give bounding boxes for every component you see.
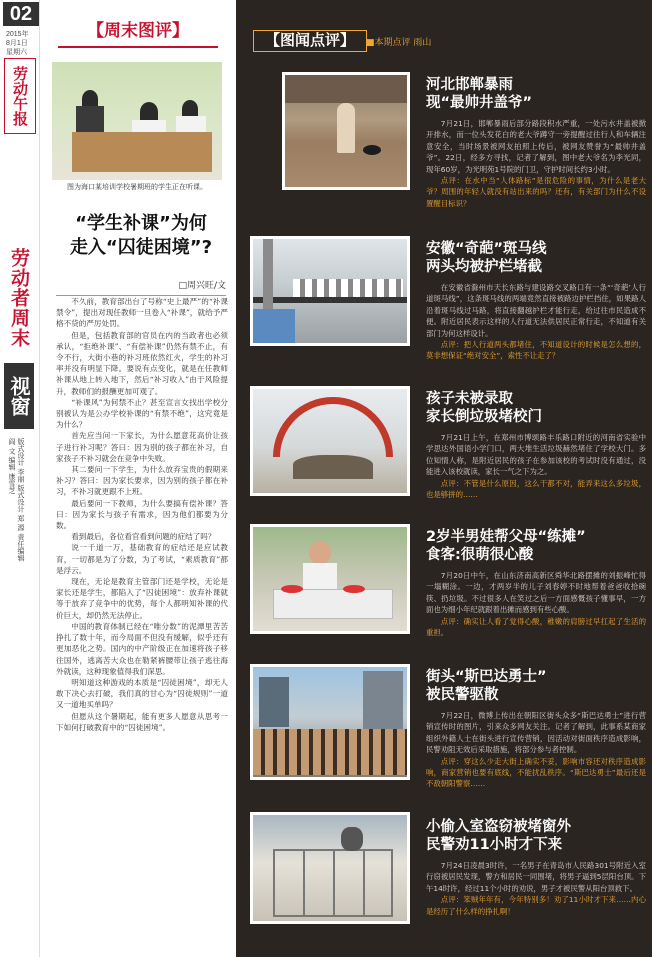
news-headline — [426, 528, 646, 564]
news-text — [426, 240, 646, 362]
news-description: 7月20日中午，在山东济南高新区舜华北路摆摊的刘振峰忙得一塌糊涂。一边，才两岁半的儿子刘春婷不时地帮着爸爸收拾碗筷、扔垃圾。不过很多人在笑过之后一方面感慨孩子懂事早，一方面也为细小年纪就跟着出摊而感到有些心酸。 — [426, 571, 646, 615]
paragraph: 最后要问一下教师，为什么要搞有偿补课？答曰：因为家长与孩子有需求，因为他们都要为分数。 — [56, 498, 228, 531]
headline-line: 现“最帅井盖爷” — [426, 95, 533, 111]
news-description: 7月22日，微博上传出在朝阳区街头众多“斯巴达勇士”进行营销宣传时的图片，引来众多网友关注。记者了解到，此事系某商家组织外籍人士在街头进行宣传营销，因活动对街面秩序造成影响，民警劝阻无效后采取措施，将部分参与者控制。 — [426, 711, 646, 755]
article-title — [56, 212, 226, 260]
news-text — [426, 818, 646, 917]
section-heading-weekend-commentary: 【周末图评】 — [58, 18, 218, 48]
paragraph: 看到最后，各位看官看到问题的症结了吗？ — [71, 532, 216, 542]
garbage-pile — [293, 455, 373, 479]
paragraph: 首先应当问一下家长，为什么愿意花高价让孩子进行补习呢？答曰：因为别的孩子都在补习，自家孩子不补习就会在竞争中失败。 — [56, 431, 228, 463]
photo-caption: 图为海口某培训学校暑期班的学生正在听课。 — [67, 183, 207, 191]
news-comment: 点评：不管是什么原因，这么干都不对，能弄来这么多垃圾，也是够拼的…… — [426, 478, 646, 500]
thief-figure — [341, 827, 363, 851]
child-head — [309, 541, 331, 565]
supplement-title: 劳动者周末 — [8, 248, 30, 348]
title-line: “学生补课”为何 — [75, 213, 207, 234]
flooded-street-image — [285, 75, 407, 187]
headline-line: 2岁半男娃帮父母“练摊” — [426, 529, 586, 545]
building — [363, 671, 403, 731]
stall-table — [273, 589, 393, 619]
thief-on-window-image — [253, 815, 407, 921]
headline-line: 家长倒垃圾堵校门 — [426, 409, 542, 425]
gate-arch — [273, 397, 393, 457]
news-photo — [250, 524, 410, 634]
section-heading-photo-news: 【图闻点评】 — [253, 30, 367, 52]
zebra-stripes — [293, 279, 403, 299]
news-headline — [426, 818, 646, 854]
desk — [72, 132, 212, 172]
headline-line: 安徽“奇葩”斑马线 — [426, 241, 547, 257]
news-description: 7月21日上午，在郑州市博颂路丰乐路口附近的河南省实验中学思达外国语小学门口，两大堆生活垃圾赫然堵住了学校大门。多位知情人称，是附近居民的孩子在参加该校的考试时没有通过，没能进入该校就读，家长一气之下为之。 — [426, 433, 646, 477]
manhole — [363, 145, 381, 155]
news-photo — [282, 72, 410, 190]
news-headline — [426, 240, 646, 276]
building — [259, 677, 289, 727]
issue-date — [6, 30, 29, 57]
news-comment: 点评：把人行道两头都堵住，不知道设计的时候是怎么想的，莫非想保证“绝对安全”，索性不让走了？ — [426, 340, 646, 361]
paragraph: 不久前，教育部出台了号称“史上最严”的“补课禁令”，提出对现任教师一旦卷入“补课”，就给予严格不贷的严厉处罚。 — [56, 297, 228, 329]
paragraph: 其二要问一下学生，为什么放弃宝贵的假期来补习？答曰：因为家长要求，因为别的孩子都在补习，不补习就更跟不上班。 — [56, 465, 228, 497]
paragraph: 中国的教育体制已经在“唯分数”的泥潭里苦苦挣扎了数十年，而今局面不但没有缓解，似乎还有更加恶化之势。国内的中产阶级正在加速将孩子移往国外，逃离苦大众也在勒紧裤腰带让孩子逃往海外就读，这种现象值得我们深思。 — [56, 621, 228, 676]
news-text — [426, 390, 646, 500]
zebra-crossing-image — [253, 239, 407, 343]
headline-line: 民警劝11小时才下来 — [426, 837, 563, 853]
date-weekday: 星期六 — [6, 49, 27, 56]
news-photo-commentary-panel — [236, 0, 652, 957]
classroom-photo — [52, 62, 222, 180]
guard-rail — [253, 297, 407, 303]
paragraph: 但是，包括教育部的官员在内的当政者也必须承认，“拒绝补课”、“有偿补课”仍然有禁不止，有令不行，大街小巷的补习班依然红火，学生的补习率并没有明显下降。要说有点变化，就是在任教师补课从地上转入地下，然后“补习收入”由于风险提升，教师们的报酬更加可观了。 — [56, 330, 228, 396]
headline-line: 孩子未被录取 — [426, 391, 513, 407]
news-description: 7月21日，邯郸暴雨后部分路段积水严重，一处污水井盖被掀开排水，而一位头发花白的老大爷蹲守一旁提醒过往行人和车辆注意安全，当时场景被网友拍照上传后，被网友赞誉为“最帅井盖爷”。22日，经多方寻找，记者了解到，图中老大爷名为李光同，现年60岁，为光明苑1号院的门卫，守护时间长约3小时。 — [426, 119, 646, 174]
headline-line: 河北邯郸暴雨 — [426, 77, 513, 93]
window-frame — [273, 849, 393, 917]
paragraph: 明知道这种游戏的本质是“囚徒困境”，却无人敢下决心去打破，我们真的甘心为“囚徒规则”一道又一道地买单吗？ — [56, 677, 228, 710]
news-headline — [426, 390, 646, 426]
news-comment: 点评：确实让人看了觉得心酸，稚嫩的肩膀过早扛起了生活的重担。 — [426, 616, 646, 638]
news-text — [426, 528, 646, 638]
red-bowl — [343, 585, 365, 593]
news-comment: 点评：在水中当“人体路标”是很危险的事情，为什么是老大爷？周围的年轻人就没有站出来的吗？还有，有关部门为什么不设置醒目标识？ — [426, 176, 646, 208]
paragraph: 但愿从这个暑期起，能有更多人愿意从思考一下如何打破教育中的“囚徒困境”。 — [56, 711, 228, 732]
margin-strip — [0, 0, 40, 957]
news-headline — [426, 668, 646, 704]
paragraph: 现在，无论是教育主管部门还是学校，无论是家长还是学生，都陷入了“囚徒困境”：放弃补课就等于放弃了竞争中的优势，每个人都明知补课的代价巨大，却仍然无法停止。 — [56, 577, 228, 620]
byline: □周兴旺/文 — [56, 278, 226, 296]
commentator: ■本期点评 雨山 — [366, 38, 432, 48]
section-name: 视窗 — [4, 363, 34, 429]
paragraph: “补课风”为何禁不止？甚至宣言女找出学校分别被认为是公办学校补课的“有禁不绝”，这究竟是为什么？ — [56, 397, 228, 430]
news-photo — [250, 812, 410, 924]
student-head — [140, 102, 158, 122]
headline-line: 食客:很萌很心酸 — [426, 547, 534, 563]
news-photo — [250, 386, 410, 496]
news-description: 7月24日凌晨3时许，一名男子在青岛市人民路301号附近入室行窃被居民发现，警方和居民一同围堵，将男子逼到5层阳台顶。下午14时许，经过11个小时的劝说，男子才被民警从阳台顶救下。 — [426, 861, 646, 893]
student-body — [76, 106, 104, 134]
date-day: 8月1日 — [6, 40, 28, 47]
editorial-credits: 版式设计 李丽 版式设计 郑 源 责任编辑 阎 文 编辑 康雪芝 — [8, 438, 25, 562]
paragraph: 说一千道一万，基础教育的症结还是应试教育，一切都是为了分数，为了考试，“素质教育”都是浮云。 — [56, 543, 228, 575]
headline-line: 小偷入室盗窃被堵窗外 — [426, 819, 571, 835]
news-photo — [250, 664, 410, 780]
left-article — [46, 0, 229, 957]
school-gate-image — [253, 389, 407, 493]
article-body — [56, 296, 228, 948]
news-headline — [426, 76, 646, 112]
news-comment: 点评：穿这么少走大街上确实不妥，影响市容还对秩序造成影响，商家营销也要有底线，不能扰乱秩序。“斯巴达勇士”最后还是不敌朝阳警察…… — [426, 756, 646, 789]
crowd — [253, 729, 407, 775]
bicycle-rider — [253, 309, 295, 343]
old-man-figure — [337, 103, 355, 153]
title-line: 走入“囚徒困境”? — [69, 237, 213, 258]
headline-line: 两头均被护栏堵截 — [426, 259, 542, 275]
headline-line: 街头“斯巴达勇士” — [426, 669, 547, 685]
news-text — [426, 668, 646, 790]
news-text — [426, 76, 646, 209]
news-comment: 点评：笨贼年年有，今年特别多！劝了11小时才下来……内心是经历了什么样的挣扎啊！ — [426, 895, 646, 916]
date-year: 2015年 — [6, 31, 29, 38]
headline-line: 被民警驱散 — [426, 687, 499, 703]
page-number: 02 — [3, 2, 39, 26]
masthead-logo: 劳动午报 — [4, 58, 36, 134]
news-photo — [250, 236, 410, 346]
news-description: 在安徽省滁州市天长东路与建设路交叉路口有一条“‘奇葩’人行道斑马线”，这条斑马线的两端竟然直接被路边护栏挡住，如果路人沿着斑马线过马路，将直接翻越护栏才能行走，给过往市民造成不便。附近居民表示这样的人行道无法供居民正常行走，不知道有关部门为何这样设计。 — [426, 283, 646, 338]
shopfront — [285, 75, 407, 103]
red-bowl — [281, 585, 303, 593]
spartan-warriors-image — [253, 667, 407, 777]
child-at-stall-image — [253, 527, 407, 631]
